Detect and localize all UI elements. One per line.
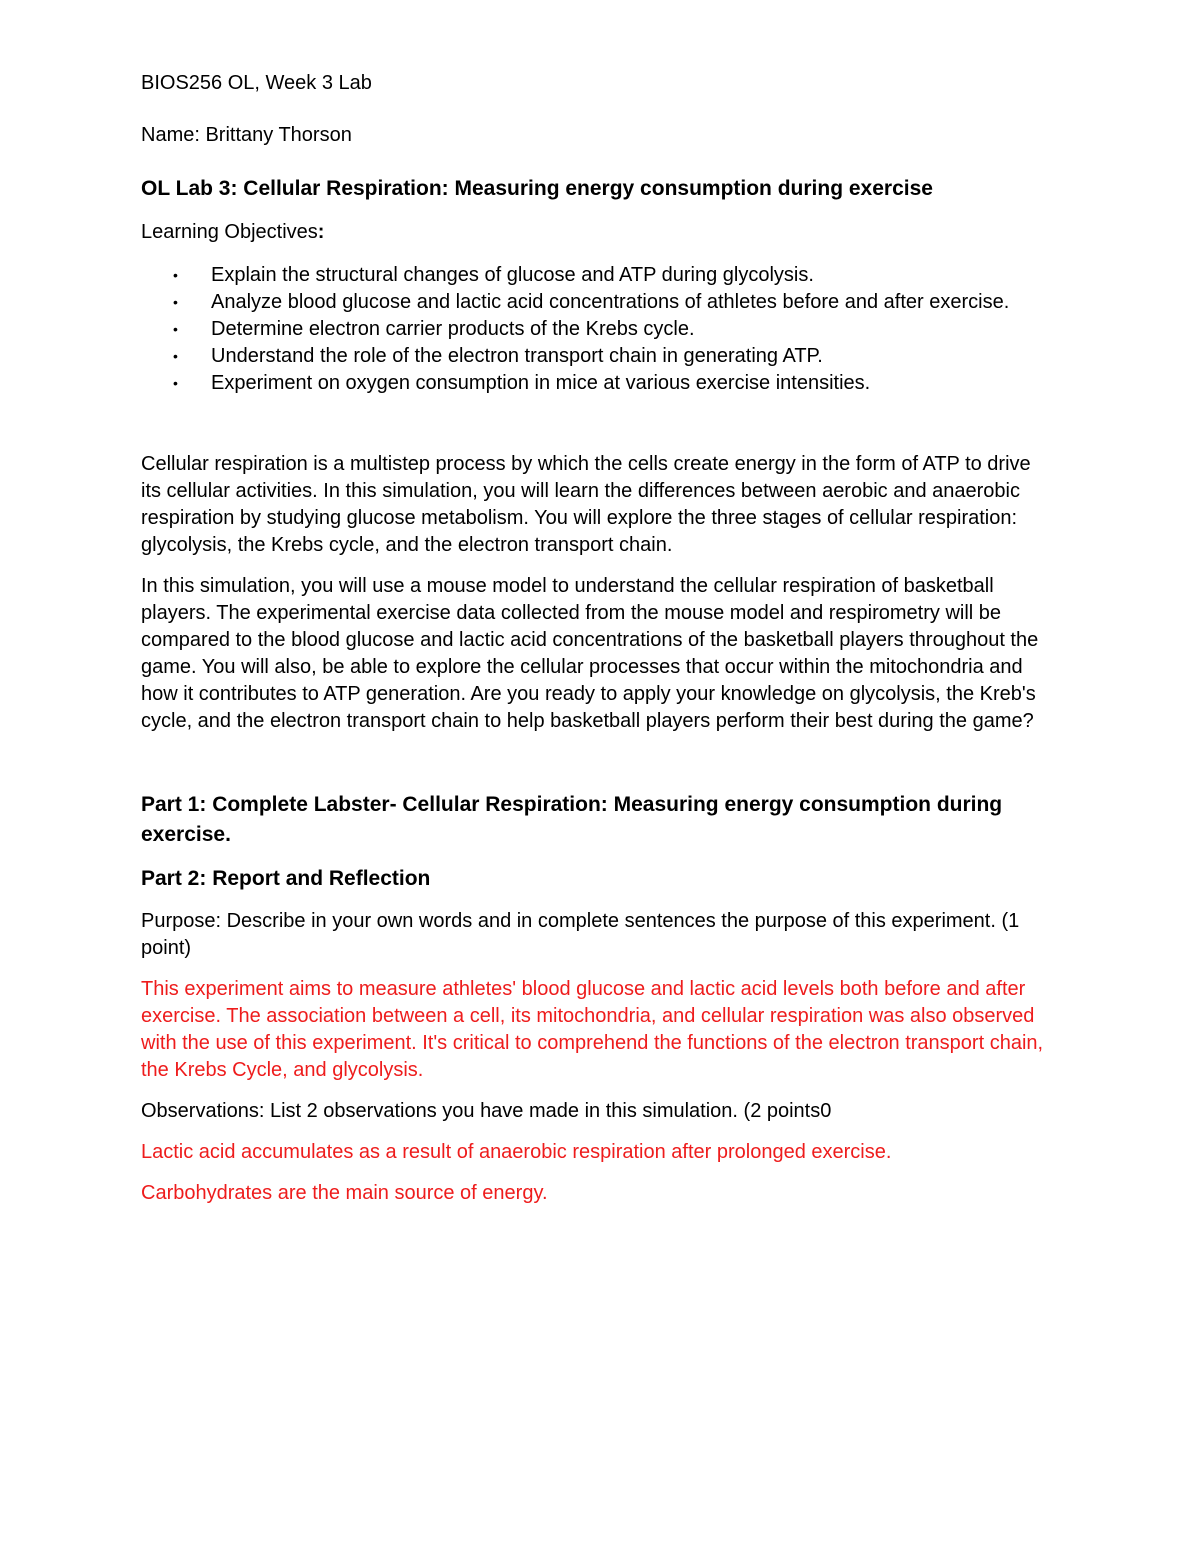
intro-paragraph: In this simulation, you will use a mouse model to understand the cellular respiration of basketball players. The experimental exercise data collected from the mouse model and respirometry will be compared to the blood glucose and lactic acid concentrations of the basketball players throughout the game. You will also, be able to explore the cellular processes that occur within the mitochondria and how it contributes to ATP generation. Are you ready to apply your knowledge on glycolysis, the Kreb's cycle, and the electron transport chain to help basketball players perform their best during the game? [141,575,1039,732]
purpose-prompt: Purpose: Describe in your own words and in complete sentences the purpose of this experiment. (1 point) [141,910,1020,959]
objective-item [141,316,1056,343]
objectives-label [141,219,1056,246]
bullet-icon: • [173,267,178,283]
bullet-icon: • [173,348,178,364]
lab-title: OL Lab 3: Cellular Respiration: Measuring energy consumption during exercise [141,177,933,200]
objectives-label-colon: : [317,221,325,243]
objectives-list [141,262,1056,397]
objective-text: Understand the role of the electron transport chain in generating ATP. [211,345,823,367]
bullet-icon: • [173,375,178,391]
part1-heading: Part 1: Complete Labster- Cellular Respiration: Measuring energy consumption during exercise. [141,793,1003,846]
part2-heading: Part 2: Report and Reflection [141,867,431,890]
objective-item [141,289,1056,316]
objective-text: Determine electron carrier products of the Krebs cycle. [211,318,695,340]
objective-text: Analyze blood glucose and lactic acid concentrations of athletes before and after exercise. [211,291,1010,313]
objectives-label-text: Learning Objectives [141,221,318,243]
spacer [141,397,1056,451]
objective-text: Experiment on oxygen consumption in mice at various exercise intensities. [211,372,871,394]
student-name: Name: Brittany Thorson [141,124,352,146]
bullet-icon: • [173,294,178,310]
objective-text: Explain the structural changes of glucose and ATP during glycolysis. [211,264,814,286]
course-header: BIOS256 OL, Week 3 Lab [141,72,372,94]
objective-item [141,262,1056,289]
objective-item [141,370,1056,397]
objective-item [141,343,1056,370]
intro-paragraph: Cellular respiration is a multistep process by which the cells create energy in the form of ATP to drive its cellular activities. In this simulation, you will learn the differences between aerobic and anaerobic respiration by studying glucose metabolism. You will explore the three stages of cellular respiration: glycolysis, the Krebs cycle, and the electron transport chain. [141,453,1031,556]
observations-prompt: Observations: List 2 observations you have made in this simulation. (2 points0 [141,1100,832,1122]
observation-answer: Lactic acid accumulates as a result of anaerobic respiration after prolonged exercise. [141,1141,892,1163]
bullet-icon: • [173,321,178,337]
purpose-answer: This experiment aims to measure athletes' blood glucose and lactic acid levels both before and after exercise. The association between a cell, its mitochondria, and cellular respiration was also observed with the use of this experiment. It's critical to comprehend the functions of the electron transport chain, the Krebs Cycle, and glycolysis. [141,978,1044,1081]
observation-answer: Carbohydrates are the main source of energy. [141,1182,548,1204]
document-body [141,70,1056,1221]
spacer [141,749,1056,790]
